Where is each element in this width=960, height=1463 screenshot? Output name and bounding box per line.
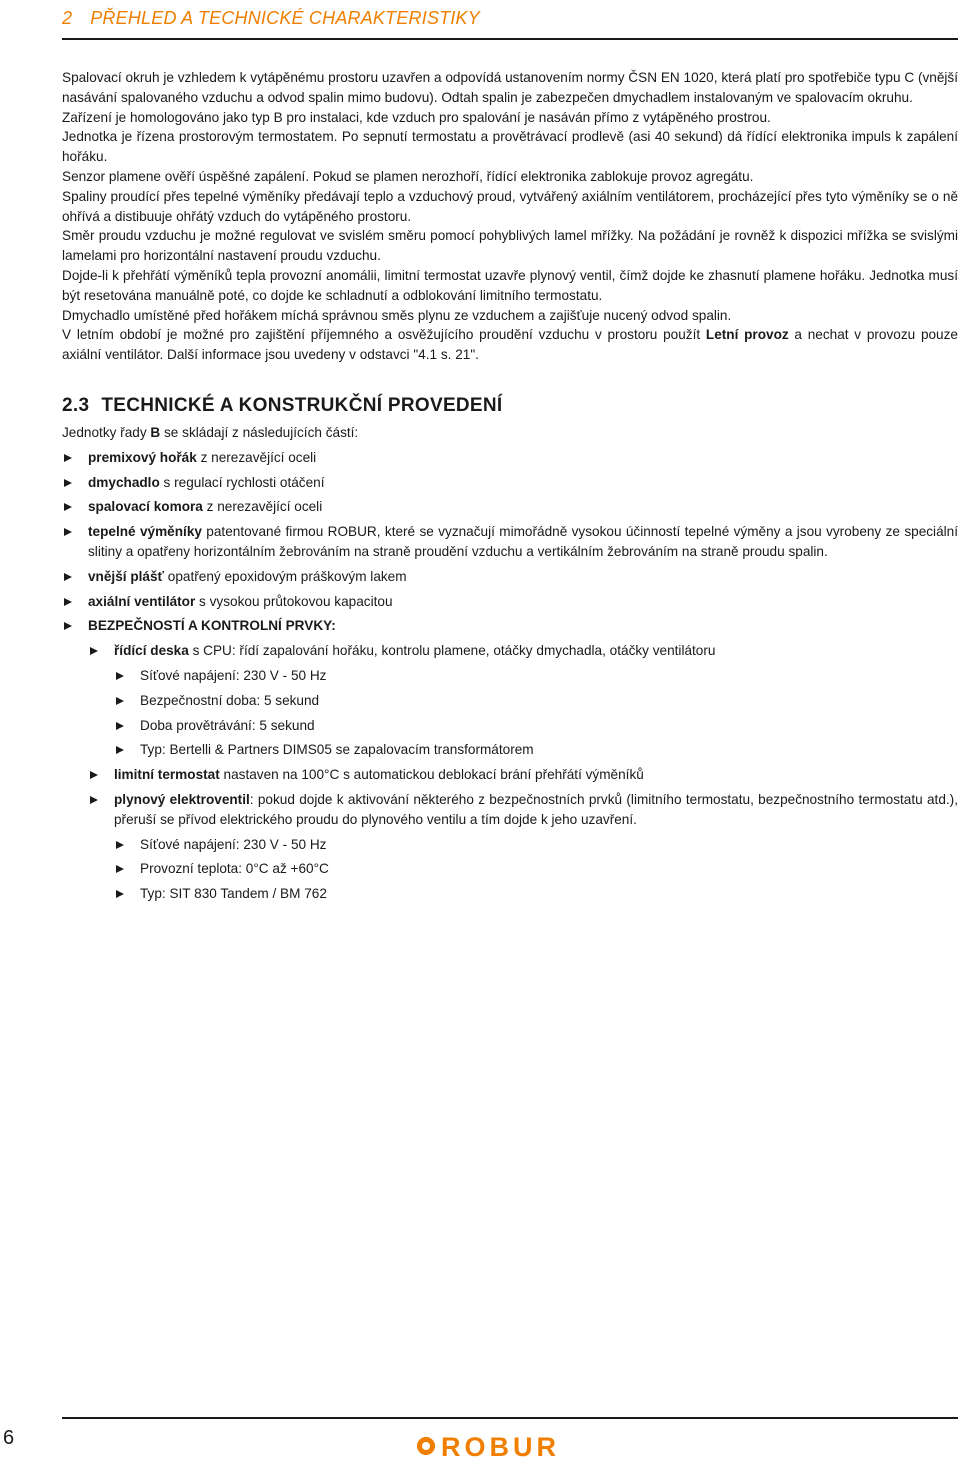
bullet-arrow-icon	[64, 573, 72, 581]
section-number: 2.3	[62, 394, 90, 416]
component-desc: z nerezavějící oceli	[196, 449, 317, 465]
bullet-arrow-icon	[90, 796, 98, 804]
component-desc: s regulací rychlosti otáčení	[159, 474, 325, 490]
safety-item-desc: s CPU: řídí zapalování hořáku, kontrolu plamene, otáčky dmychadla, otáčky ventilátoru	[188, 643, 716, 659]
list-item	[62, 616, 958, 904]
list-item	[62, 522, 958, 562]
component-name: tepelné výměníky	[88, 524, 202, 540]
intro-text-before: Jednotky řady	[62, 424, 151, 440]
component-name: premixový hořák	[88, 449, 197, 465]
spec-text: Síťové napájení: 230 V - 50 Hz	[140, 667, 327, 683]
component-name: axiální ventilátor	[88, 593, 196, 609]
safety-item-name: řídící deska	[114, 643, 189, 659]
spec-text: Provozní teplota: 0°C až +60°C	[140, 861, 329, 877]
section-title-text: TECHNICKÉ A KONSTRUKČNÍ PROVEDENÍ	[101, 394, 503, 416]
list-item	[114, 716, 958, 736]
summer-text-before: V letním období je možné pro zajištění příjemného a osvěžujícího proudění vzduchu v prostoru použít	[62, 327, 706, 343]
list-item	[114, 666, 958, 686]
list-item	[114, 740, 958, 760]
intro-text-after: se skládají z následujících částí:	[160, 424, 359, 440]
paragraph-overheating: Dojde-li k přehřátí výměníků tepla provozní anomálii, limitní termostat uzavře plynový ventil, čímž dojde ke zhasnutí plamene hořáku. Jednotka musí být resetována manuálně poté, co dojde ke schladnutí a odblokování limitního termostatu.	[62, 267, 958, 303]
bullet-arrow-icon	[116, 890, 124, 898]
list-item	[62, 497, 958, 517]
spec-text: Doba provětrávání: 5 sekund	[140, 717, 315, 733]
component-name: spalovací komora	[88, 499, 203, 515]
bullet-arrow-icon	[116, 672, 124, 680]
safety-item-name: plynový elektroventil	[114, 791, 250, 807]
spec-text: Typ: SIT 830 Tandem / BM 762	[140, 886, 327, 902]
component-desc: z nerezavějící oceli	[202, 499, 323, 515]
paragraph-thermostat-control: Jednotka je řízena prostorovým termostatem. Po sepnutí termostatu a provětrávací prodlevě (asi 40 sekund) dá řídící elektronika impuls k zapálení hořáku.	[62, 129, 958, 165]
list-item	[88, 765, 958, 785]
component-name: BEZPEČNOSTÍ A KONTROLNÍ PRVKY:	[88, 618, 336, 634]
section-intro	[62, 423, 958, 443]
list-item	[114, 835, 958, 855]
paragraph-airflow-direction: Směr proudu vzduchu je možné regulovat ve svislém směru pomocí pohyblivých lamel mřížky. Na požádání je rovněž k dispozici mřížka se svislými lamelami pro horizontální nastavení proudu vzduchu.	[62, 228, 958, 264]
header-divider	[62, 38, 958, 40]
paragraph-summer-mode	[62, 325, 958, 365]
intro-series-name: B	[150, 424, 161, 440]
page-body	[62, 68, 958, 904]
list-item	[62, 592, 958, 612]
control-board-specs	[114, 666, 958, 760]
robur-logo	[414, 1432, 604, 1460]
list-item	[114, 859, 958, 879]
bullet-arrow-icon	[64, 622, 72, 630]
logo-wordmark: ROBUR	[441, 1432, 560, 1460]
list-item	[62, 567, 958, 587]
spec-text: Síťové napájení: 230 V - 50 Hz	[140, 836, 327, 852]
summer-mode-term: Letní provoz	[705, 327, 789, 343]
page-header	[62, 4, 958, 40]
footer-divider	[62, 1417, 958, 1419]
component-list	[62, 448, 958, 904]
summer-text-after: a nechat v provozu pouze axiální ventilátor. Další informace jsou uvedeny v odstavci "4.1 s. 21".	[62, 327, 958, 363]
paragraph-flame-sensor: Senzor plamene ověří úspěšné zapálení. Pokud se plamen nerozhoří, řídící elektronika zablokuje provoz agregátu.	[62, 168, 754, 184]
safety-item-desc: nastaven na 100°C s automatickou deblokací brání přehřátí výměníků	[219, 767, 644, 783]
safety-item-desc: : pokud dojde k aktivování některého z bezpečnostních prvků (limitního termostatu, bezpečnostního termostatu atd.), přeruší se přívod elektrického proudu do plynového ventilu a tím dojde k jeho uzavření.	[114, 791, 958, 827]
bullet-arrow-icon	[116, 841, 124, 849]
spec-text: Typ: Bertelli & Partners DIMS05 se zapalovacím transformátorem	[140, 742, 534, 758]
component-desc: s vysokou průtokovou kapacitou	[195, 593, 393, 609]
bullet-arrow-icon	[90, 647, 98, 655]
list-item	[88, 641, 958, 760]
component-name: dmychadlo	[88, 474, 160, 490]
bullet-arrow-icon	[116, 697, 124, 705]
safety-list	[88, 641, 958, 904]
section-heading	[62, 8, 480, 29]
paragraph-blower: Dmychadlo umístěné před hořákem míchá správnou směs plynu ze vzduchem a zajišťuje nucený odvod spalin.	[62, 307, 732, 323]
bullet-arrow-icon	[64, 528, 72, 536]
list-item	[88, 790, 958, 904]
bullet-arrow-icon	[116, 746, 124, 754]
bullet-arrow-icon	[64, 598, 72, 606]
safety-item-name: limitní termostat	[114, 767, 220, 783]
bullet-arrow-icon	[90, 771, 98, 779]
bullet-arrow-icon	[64, 479, 72, 487]
list-item	[62, 448, 958, 468]
page-number: 6	[3, 1427, 15, 1449]
list-item	[114, 884, 958, 904]
component-name: vnější plášť	[88, 568, 165, 584]
section-heading-title: PŘEHLED A TECHNICKÉ CHARAKTERISTIKY	[90, 8, 480, 28]
list-item	[62, 473, 958, 493]
bullet-arrow-icon	[116, 865, 124, 873]
list-item	[114, 691, 958, 711]
paragraph-homologation: Zařízení je homologováno jako typ B pro instalaci, kde vzduch pro spalování je nasáván přímo z vytápěného prostrou.	[62, 109, 771, 125]
section-title	[62, 395, 958, 417]
component-desc: opatřený epoxidovým práškovým lakem	[164, 568, 407, 584]
paragraph-heat-exchange: Spaliny proudící přes tepelné výměníky předávají teplo a vzduchový proud, vytvářený axiálním ventilátorem, procházející přes tyto výměníky se o ně ohřívá a distibuuje ohřátý vzduch do vytápěného prostoru.	[62, 188, 958, 224]
spec-text: Bezpečnostní doba: 5 sekund	[140, 692, 320, 708]
bullet-arrow-icon	[64, 454, 72, 462]
bullet-arrow-icon	[64, 503, 72, 511]
component-desc: patentované firmou ROBUR, které se vyznačují mimořádně vysokou účinností tepelné výměny a jsou vyrobeny ze speciální slitiny a opatřeny horizontálním žebrováním na straně proudění vzduchu a vertikálním žebrováním na straně proudu spalin.	[88, 524, 958, 559]
gas-valve-specs	[114, 835, 958, 904]
section-heading-number: 2	[62, 8, 73, 28]
bullet-arrow-icon	[116, 722, 124, 730]
paragraph-combustion-circuit: Spalovací okruh je vzhledem k vytápěnému prostoru uzavřen a odpovídá ustanovením normy ČSN EN 1020, která platí pro spotřebiče typu C (vnější nasávání spalovaného vzduchu a odvod spalin mimo budovu). Odtah spalin je zabezpečen dmychadlem instalovaným ve spalovacím okruhu.	[62, 70, 958, 105]
